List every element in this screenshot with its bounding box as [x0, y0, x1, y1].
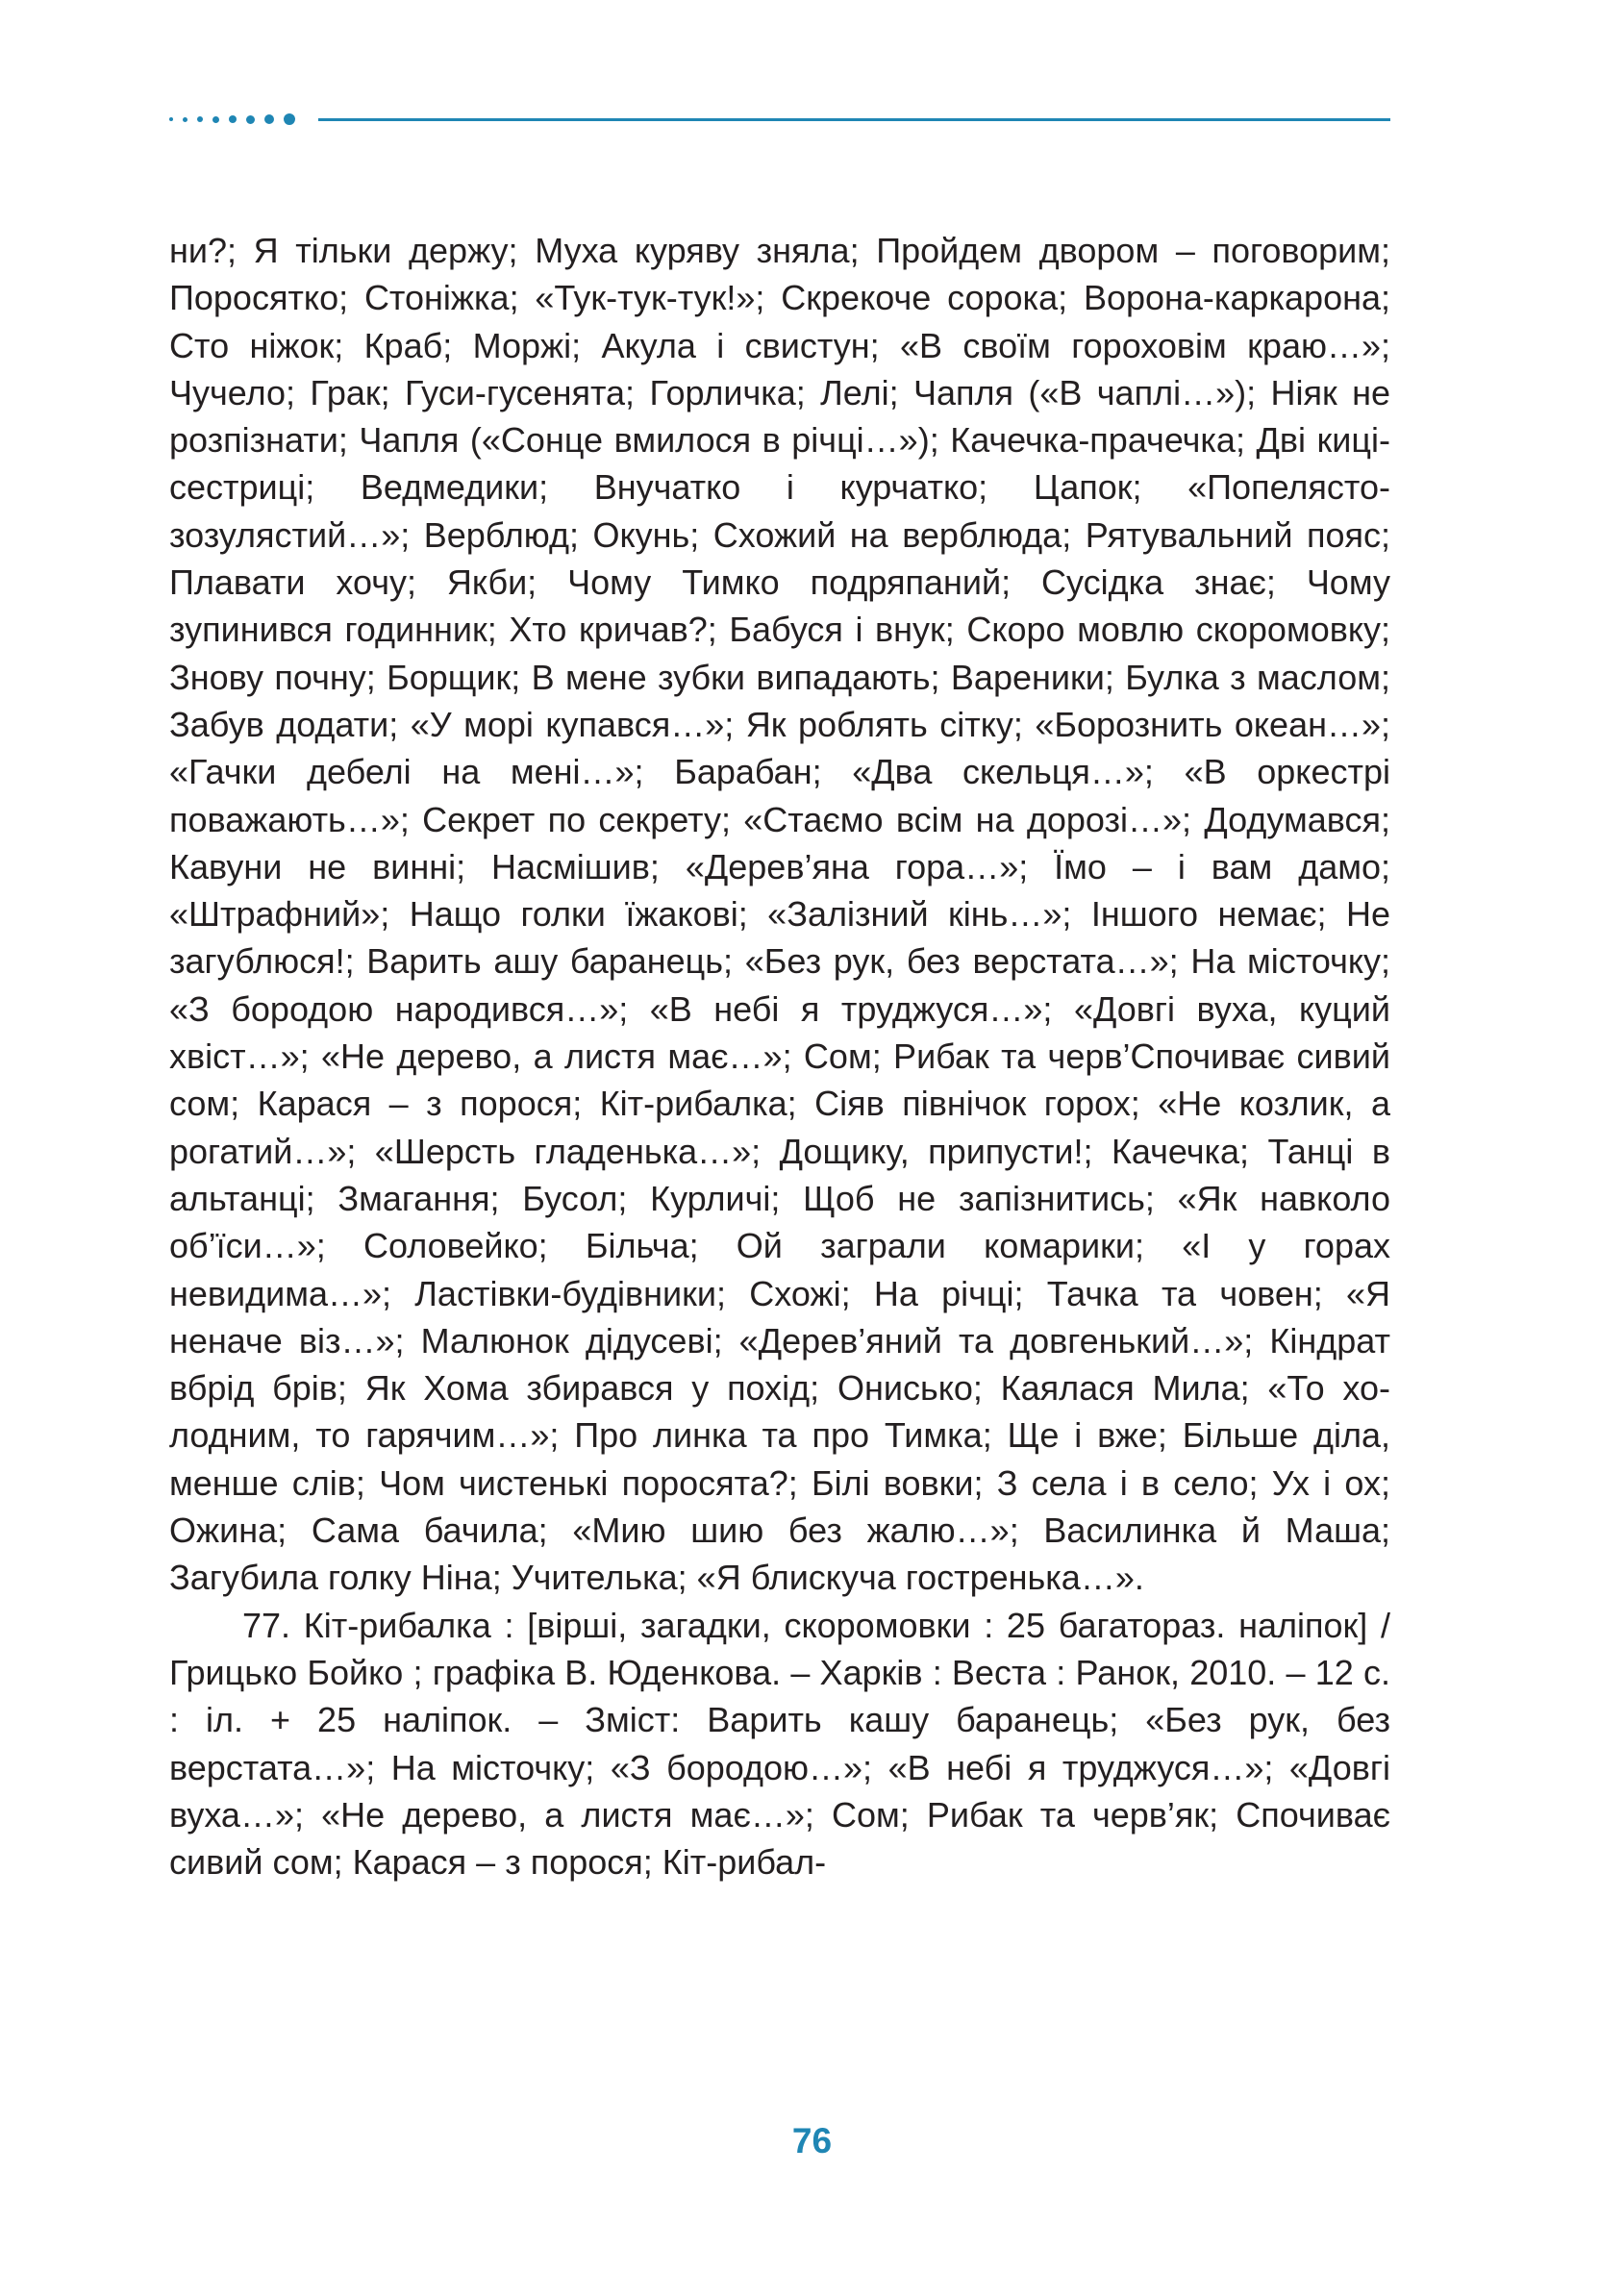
header-dots [169, 112, 305, 126]
header-line [318, 118, 1390, 121]
rule-dot [197, 116, 203, 122]
rule-dot [284, 113, 295, 125]
page-number: 76 [791, 2121, 833, 2160]
paragraph-contents-continued: ни?; Я тільки держу; Муха куряву зняла; Пройдем двором – поговорим; Поросятко; Стоніжка; «Тук-тук-тук!»; Скрекоче сорока; Ворона-каркарона; Сто ніжок; Краб; Моржі; Акула і свистун; «В своїм гороховім краю…»; Чучело; Грак; Гуси-гусенята; Горличка; Лелі; Чапля («В чаплі…»); Ніяк не розпізнати; Чапля («Сонце вмилося в річці…»); Качечка-прачечка; Дві киці-сестриці; Ведмедики; Внучатко і курчатко; Цапок; «Попелясто-зозулястий…»; Верблюд; Окунь; Схожий на верблюда; Рятувальний пояс; Плавати хочу; Якби; Чому Тимко подряпаний; Сусідка знає; Чому зупинився годинник; Хто кричав?; Бабуся і внук; Скоро мовлю скоромовку; Знову почну; Борщик; В мене зубки випадають; Вареники; Булка з маслом; Забув додати; «У морі купався…»; Як роблять сітку; «Борознить океан…»; «Гачки дебелі на мені…»; Барабан; «Два скельця…»; «В оркестрі поважають…»; Секрет по секрету; «Стаємо всім на дорозі…»; Додумався; Кавуни не винні; Насмішив; «Дерев’яна гора…»; Їмо – і вам дамо; «Штрафний»; Нащо голки їжакові; «Залізний кінь…»; Іншого немає; Не загублюся!; Варить ашу баранець; «Без рук, без верстата…»; На місточку; «З бородою народився…»; «В небі я труджуся…»; «Довгі вуха, куций хвіст…»; «Не дерево, а листя має…»; Сом; Рибак та черв’Спочиває сивий сом; Карася – з порося; Кіт-рибалка; Сіяв північок горох; «Не козлик, а рогатий…»; «Шерсть гладенька…»; Дощику, припусти!; Качечка; Танці в альтанці; Змагання; Бусол; Курличі; Щоб не запізнитись; «Як навколо об’їси…»; Соловейко; Більча; Ой заграли комарики; «І у горах невидима…»; Ластівки-будівники; Схожі; На річці; Тачка та човен; «Я неначе віз…»; Малюнок дідусеві; «Дерев’яний та довгенький…»; Кіндрат вбрід брів; Як Хома збирався у похід; Онисько; Каялася Мила; «То холодним, то гарячим…»; Про линка та про Тимка; Ще і вже; Більше діла, менше слів; Чом чистенькі поросята?; Білі вовки; З села і в село; Ух і ох; Ожина; Сама бачила; «Мию шию без жалю…»; Василинка й Маша; Загубила голку Ніна; Учителька; «Я блискуча гостренька…». [169, 231, 1390, 1598]
rule-dot [212, 116, 219, 123]
rule-dot [264, 114, 274, 124]
rule-dot [246, 115, 255, 124]
rule-dot [183, 117, 187, 122]
rule-dot [229, 115, 237, 123]
header-decorative-rule [169, 112, 1390, 126]
rule-dot [169, 117, 173, 121]
paragraph-entry-77: 77. Кіт-рибалка : [вірші, загадки, скоромовки : 25 багатораз. наліпок] / Грицько Бойко ; графіка В. Юденкова. – Харків : Веста : Ранок, 2010. – 12 с. : іл. + 25 наліпок. – Зміст: Варить кашу баранець; «Без рук, без верстата…»; На місточку; «З бородою…»; «В небі я труджуся…»; «Довгі вуха…»; «Не дерево, а листя має…»; Сом; Рибак та черв’як; Спочиває сивий сом; Карася – з порося; Кіт-рибал- [169, 1605, 1390, 1883]
main-text [169, 227, 1390, 1885]
